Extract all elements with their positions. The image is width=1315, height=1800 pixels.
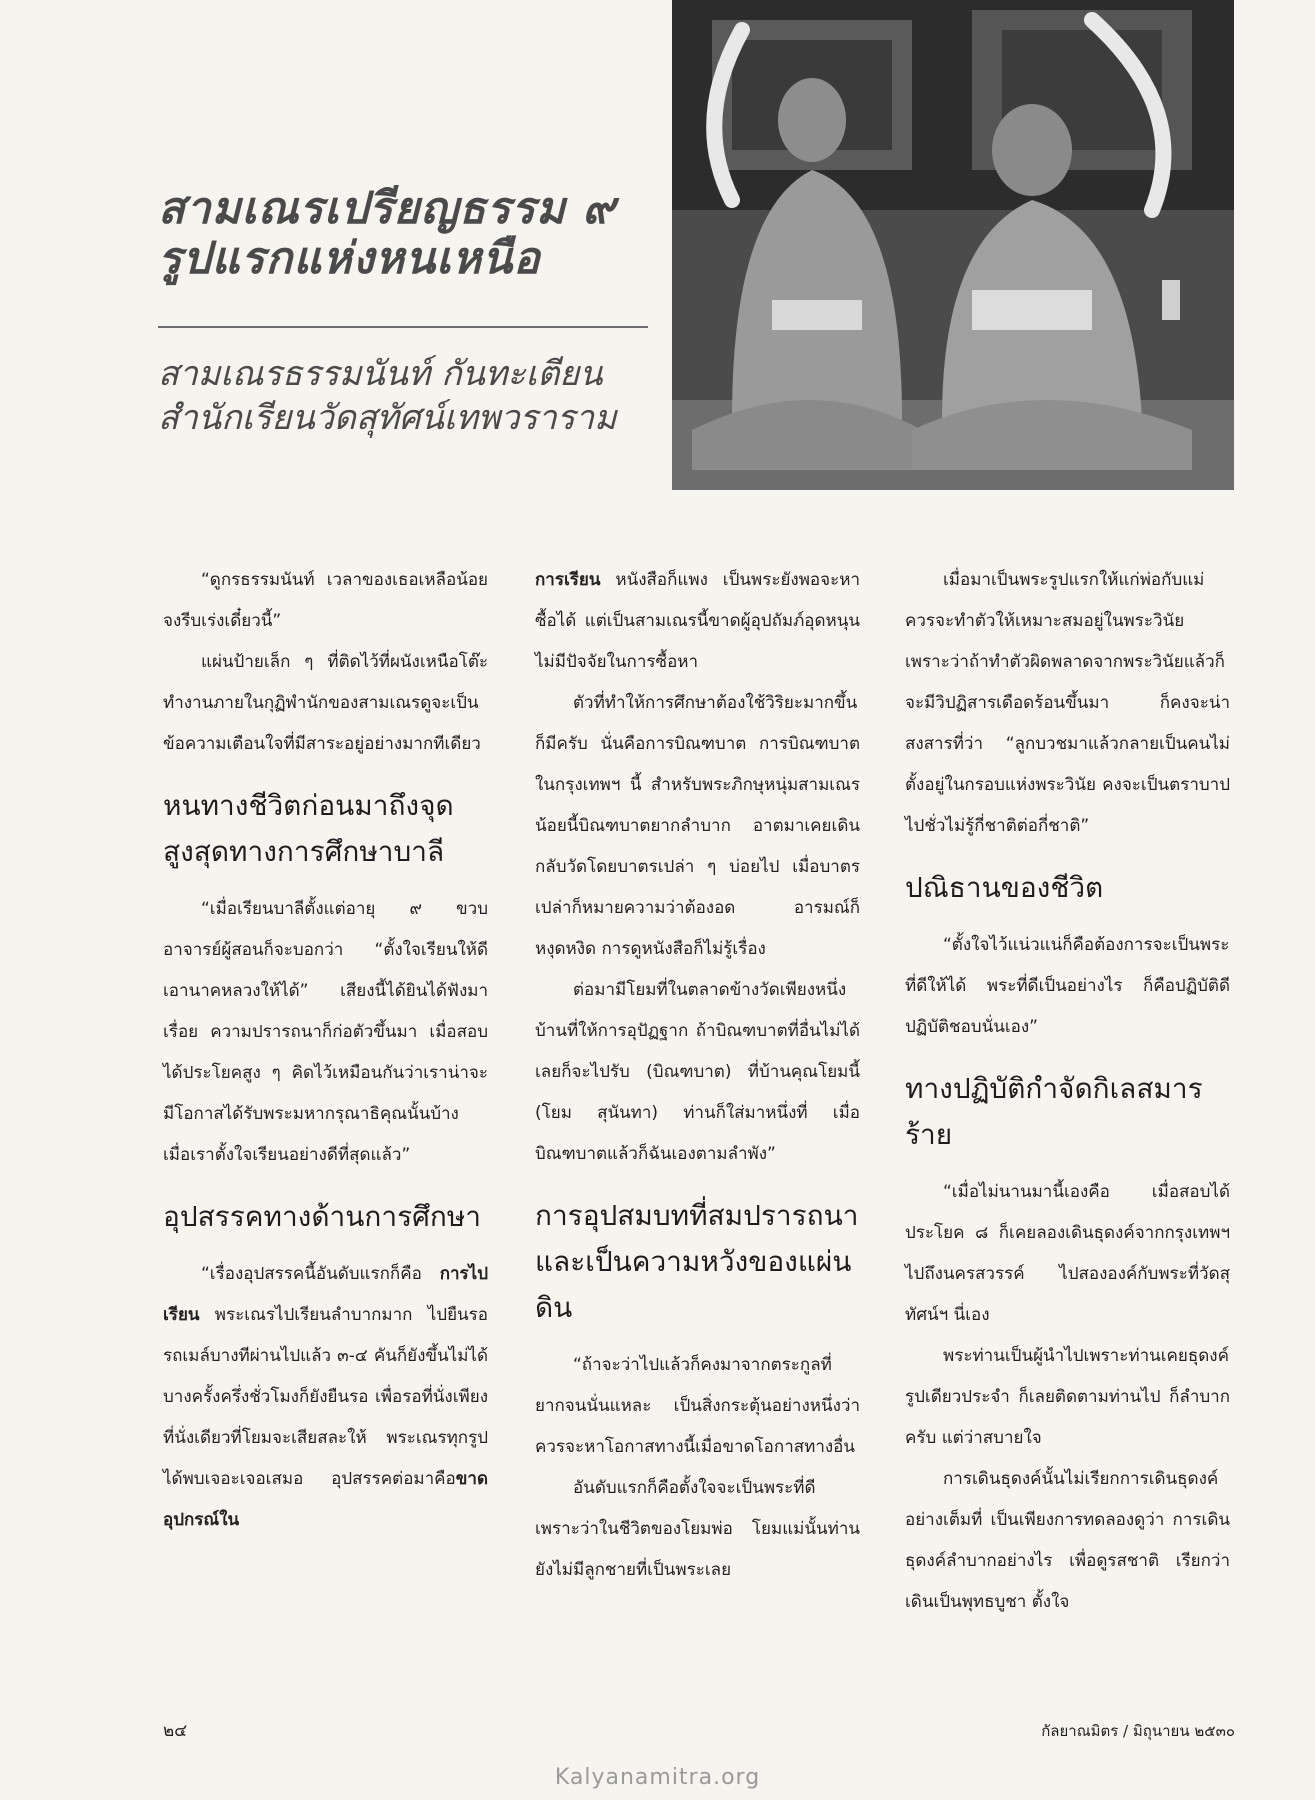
paragraph: “เมื่อไม่นานมานี้เองคือ เมื่อสอบได้ประโยค ๘ ก็เคยลองเดินธุดงค์จากกรุงเทพฯ ไปถึงนครสวรรค์ ไปสององค์กับพระที่วัดสุทัศน์ฯ นี่เอง <box>905 1182 1230 1325</box>
paragraph <box>535 560 860 683</box>
paragraph: พระท่านเป็นผู้นำไปเพราะท่านเคยธุดงค์รูปเดียวประจำ ก็เลยติดตามท่านไป ก็ลำบากครับ แต่ว่าสบายใจ <box>905 1346 1230 1448</box>
text-run: “เรื่องอุปสรรคนี้อันดับแรกก็คือ <box>201 1264 440 1284</box>
subtitle-line-2: สำนักเรียนวัดสุทัศน์เทพวราราม <box>158 398 617 438</box>
paragraph: “ตั้งใจไว้แน่วแน่ก็คือต้องการจะเป็นพระที่ดีให้ได้ พระที่ดีเป็นอย่างไร ก็คือปฏิบัติดี ปฏิบัติชอบนั่นเอง” <box>905 935 1230 1037</box>
bold-text: การเรียน <box>535 570 601 590</box>
section-heading: การอุปสมบทที่สมปรารถนาและเป็นความหวังของแผ่นดิน <box>535 1199 859 1324</box>
paragraph: “ถ้าจะว่าไปแล้วก็คงมาจากตระกูลที่ยากจนนั่นแหละ เป็นสิ่งกระตุ้นอย่างหนึ่งว่า ควรจะหาโอกาสทางนี้เมื่อขาดโอกาสทางอื่น <box>535 1355 860 1457</box>
title-line-2: รูปแรกแห่งหนเหนือ <box>158 233 541 284</box>
paragraph: “ดูกรธรรมนันท์ เวลาของเธอเหลือน้อย จงรีบเร่งเดี๋ยวนี้” <box>163 570 488 631</box>
publication-info: กัลยาณมิตร / มิถุนายน ๒๕๓๐ <box>1041 1722 1235 1740</box>
article-title <box>158 184 648 284</box>
column-3 <box>905 560 1230 1623</box>
page-number: ๒๔ <box>163 1721 188 1741</box>
section-heading: ปณิธานของชีวิต <box>905 871 1104 904</box>
column-1 <box>163 560 488 1541</box>
column-2 <box>535 560 860 1591</box>
paragraph <box>163 1254 488 1541</box>
subtitle-line-1: สามเณรธรรมนันท์ กันทะเตียน <box>158 354 603 394</box>
text-run: หนังสือก็แพง เป็นพระยังพอจะหาซื้อได้ แต่เป็นสามเณรนี้ขาดผู้อุปถัมภ์อุดหนุน ไม่มีปัจจัยในการซื้อหา <box>535 570 860 672</box>
paragraph: แผ่นป้ายเล็ก ๆ ที่ติดไว้ที่ผนังเหนือโต๊ะทำงานภายในกุฏิพำนักของสามเณรดูจะเป็นข้อความเตือนใจที่มีสาระอยู่อย่างมากทีเดียว <box>163 652 488 754</box>
monks-photograph <box>672 0 1234 490</box>
title-divider <box>158 326 648 328</box>
paragraph: อันดับแรกก็คือตั้งใจจะเป็นพระที่ดี เพราะว่าในชีวิตของโยมพ่อ โยมแม่นั้นท่านยังไม่มีลูกชายที่เป็นพระเลย <box>535 1478 860 1580</box>
watermark: Kalyanamitra.org <box>554 1765 761 1790</box>
title-line-1: สามเณรเปรียญธรรม ๙ <box>158 183 616 234</box>
paragraph: “เมื่อเรียนบาลีตั้งแต่อายุ ๙ ขวบ อาจารย์ผู้สอนก็จะบอกว่า “ตั้งใจเรียนให้ดี เอานาคหลวงให้ได้” เสียงนี้ได้ยินได้ฟังมาเรื่อย ความปรารถนาก็ก่อตัวขึ้นมา เมื่อสอบได้ประโยคสูง ๆ คิดไว้เหมือนกันว่าเราน่าจะมีโอกาสได้รับพระมหากรุณาธิคุณนั้นบ้าง เมื่อเราตั้งใจเรียนอย่างดีที่สุดแล้ว” <box>163 899 488 1165</box>
section-heading: หนทางชีวิตก่อนมาถึงจุดสูงสุดทางการศึกษาบาลี <box>163 789 454 868</box>
paragraph: ตัวที่ทำให้การศึกษาต้องใช้วิริยะมากขึ้นก็มีครับ นั่นคือการบิณฑบาต การบิณฑบาตในกรุงเทพฯ นี้ สำหรับพระภิกษุหนุ่มสามเณรน้อยนี้บิณฑบาตยากลำบาก อาตมาเคยเดินกลับวัดโดยบาตรเปล่า ๆ บ่อยไป เมื่อบาตรเปล่าก็หมายความว่าต้องอด อารมณ์ก็หงุดหงิด การดูหนังสือก็ไม่รู้เรื่อง <box>535 693 860 959</box>
paragraph: เมื่อมาเป็นพระรูปแรกให้แก่พ่อกับแม่ ควรจะทำตัวให้เหมาะสมอยู่ในพระวินัย เพราะว่าถ้าทำตัวผิดพลาดจากพระวินัยแล้วก็จะมีวิปฏิสารเดือดร้อนขึ้นมา ก็คงจะน่าสงสารที่ว่า “ลูกบวชมาแล้วกลายเป็นคนไม่ตั้งอยู่ในกรอบแห่งพระวินัย คงจะเป็นตราบาปไปชั่วไม่รู้กี่ชาติต่อกี่ชาติ” <box>905 570 1230 836</box>
paragraph: การเดินธุดงค์นั้นไม่เรียกการเดินธุดงค์อย่างเต็มที่ เป็นเพียงการทดลองดูว่า การเดินธุดงค์ลำบากอย่างไร เพื่อดูรสชาติ เรียกว่าเดินเป็นพุทธบูชา ตั้งใจ <box>905 1469 1230 1612</box>
section-heading: อุปสรรคทางด้านการศึกษา <box>163 1200 482 1233</box>
text-run: พระเณรไปเรียนลำบากมาก ไปยืนรอรถเมล์บางทีผ่านไปแล้ว ๓-๔ คันก็ยังขึ้นไม่ได้ บางครั้งครึ่งชั่วโมงก็ยังยืนรอ เพื่อรอที่นั่งเพียงที่นั่งเดียวที่โยมจะเสียสละให้ พระเณรทุกรูปได้พบเจอะเจอเสมอ อุปสรรคต่อมาคือ <box>163 1305 488 1489</box>
bold-text: การไปเรียน <box>163 1264 488 1325</box>
paragraph: ต่อมามีโยมที่ในตลาดข้างวัดเพียงหนึ่งบ้านที่ให้การอุปัฏฐาก ถ้าบิณฑบาตที่อื่นไม่ได้เลยก็จะไปรับ (บิณฑบาต) ที่บ้านคุณโยมนี้ (โยม สุนันทา) ท่านก็ใส่มาหนึ่งที่ เมื่อบิณฑบาตแล้วก็ฉันเองตามลำพัง” <box>535 980 860 1164</box>
article-subtitle <box>158 352 648 440</box>
bold-text: ขาดอุปกรณ์ใน <box>163 1469 488 1530</box>
photo-illustration <box>672 0 1234 490</box>
section-heading: ทางปฏิบัติกำจัดกิเลสมารร้าย <box>905 1072 1203 1151</box>
